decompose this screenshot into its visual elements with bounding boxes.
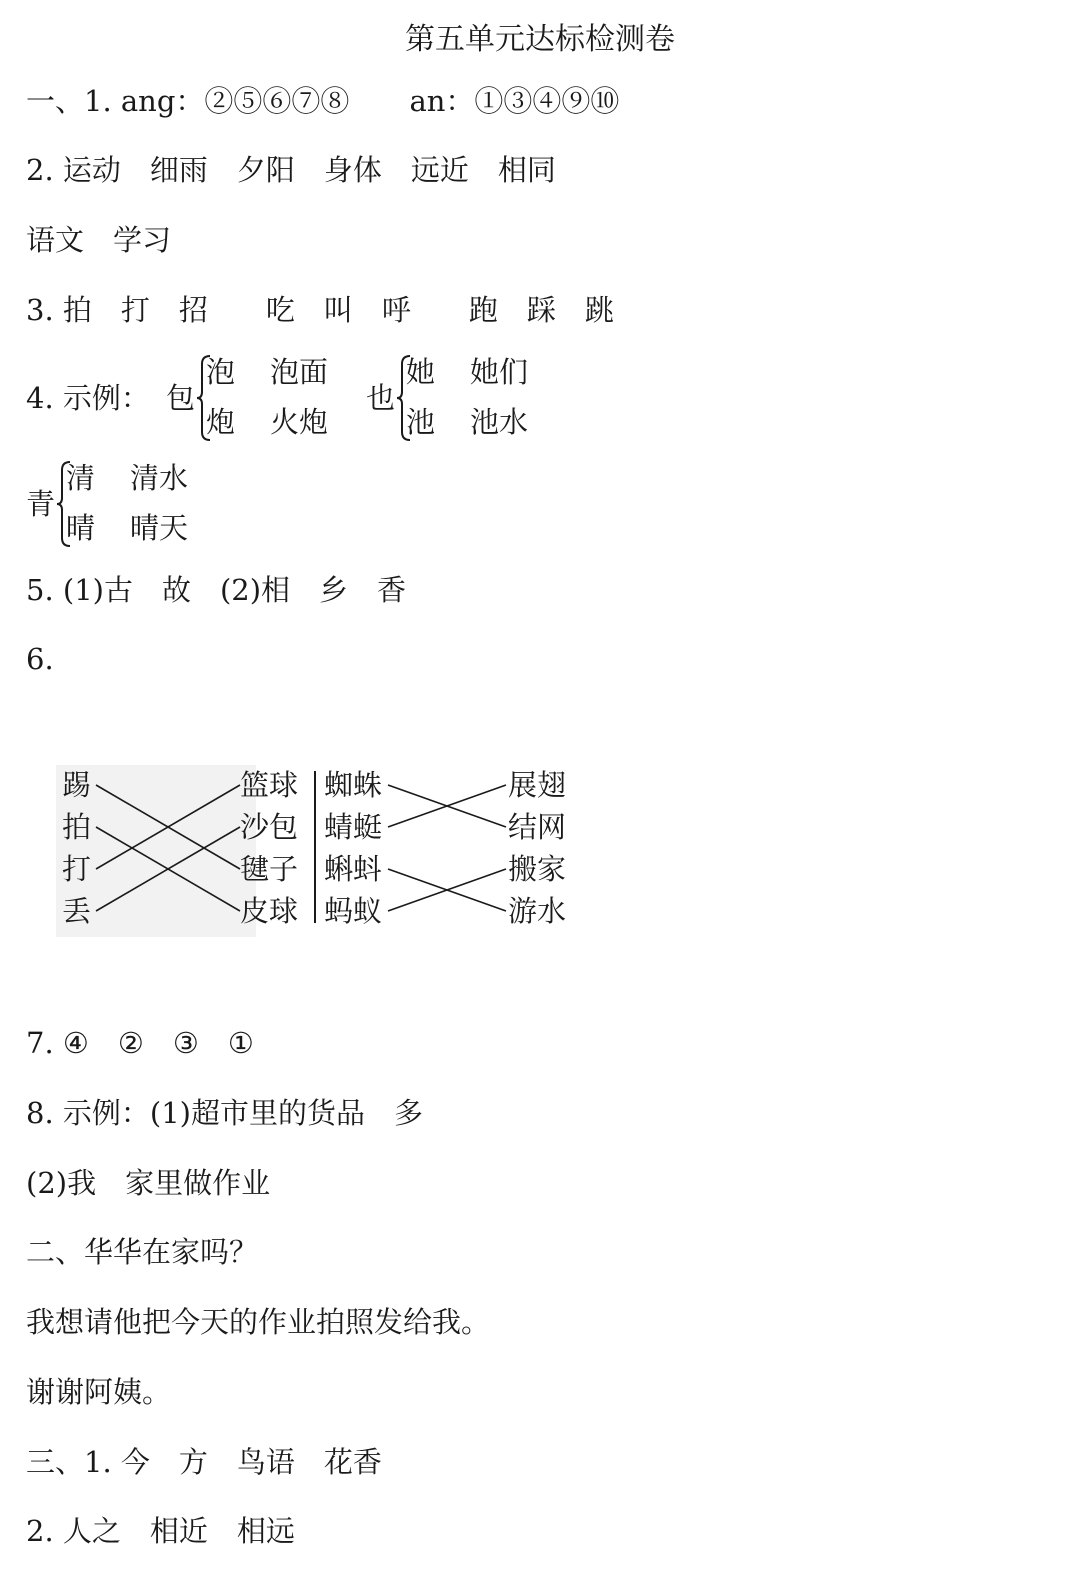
answer-1-2-line1: 2. 运动 细雨 夕阳 身体 远近 相同 [26,153,556,187]
answer-1-1-an-numbers: ①③④⑨⑩ [474,84,620,118]
brace-root: 青 [26,487,56,521]
right-action: 搬家 [508,852,567,886]
right-insect: 蜻蜓 [324,810,383,844]
brace-char: 晴 [66,511,96,545]
brace-char: 炮 [206,405,236,439]
brace-word: 晴天 [130,511,189,545]
left-verb: 踢 [62,768,92,802]
left-verb: 丢 [62,894,92,928]
left-object: 篮球 [240,768,299,802]
right-insect: 蚂蚁 [324,894,383,928]
answer-1-8-line1: 8. 示例：(1)超市里的货品 多 [26,1096,423,1130]
answer-1-1-an-label: an： [409,84,475,118]
matching-diagram [56,765,586,937]
brace-word: 她们 [470,355,529,389]
answer-3-line1: 三、1. 今 方 鸟语 花香 [26,1445,382,1479]
right-action: 结网 [508,810,567,844]
answer-2-line3: 谢谢阿姨。 [26,1375,172,1409]
brace-char: 泡 [206,355,236,389]
brace-char: 清 [66,461,96,495]
right-action: 游水 [508,894,567,928]
answer-1-8-line2: (2)我 家里做作业 [26,1166,271,1200]
answer-1-1-prefix: 一、1. ang： [26,84,205,118]
brace-word: 泡面 [270,355,329,389]
brace-word: 清水 [130,461,189,495]
brace-char: 池 [406,405,436,439]
answer-3-line2: 2. 人之 相近 相远 [26,1514,295,1548]
right-insect: 蜘蛛 [324,768,383,802]
brace-word: 火炮 [270,405,329,439]
right-insect: 蝌蚪 [324,852,383,886]
answer-1-2-line2: 语文 学习 [26,223,172,257]
left-object: 皮球 [240,894,299,928]
left-object: 毽子 [240,852,299,886]
brace-root: 也 [366,381,396,415]
left-verb: 拍 [62,810,92,844]
right-action: 展翅 [508,768,567,802]
answer-1-1 [26,83,619,119]
brace-group-2 [366,352,566,444]
left-object: 沙包 [240,810,299,844]
brace-group-1 [166,352,366,444]
brace-word: 池水 [470,405,529,439]
brace-root: 包 [166,381,196,415]
answer-2-line1: 二、华华在家吗？ [26,1235,259,1269]
answer-2-line2: 我想请他把今天的作业拍照发给我。 [26,1305,491,1339]
brace-group-3 [26,458,226,550]
brace-char: 她 [406,355,436,389]
left-verb: 打 [62,852,92,886]
answer-1-4-prefix: 4. 示例： [26,381,150,415]
page-title: 第五单元达标检测卷 [405,22,675,57]
answer-1-7: 7. ④ ② ③ ① [26,1026,254,1060]
answer-1-5: 5. (1)古 故 (2)相 乡 香 [26,573,407,607]
answer-1-6-label: 6. [26,642,54,676]
answer-1-3: 3. 拍 打 招 吃 叫 呼 跑 踩 跳 [26,293,614,327]
answer-1-1-ang-numbers: ②⑤⑥⑦⑧ [204,84,350,118]
